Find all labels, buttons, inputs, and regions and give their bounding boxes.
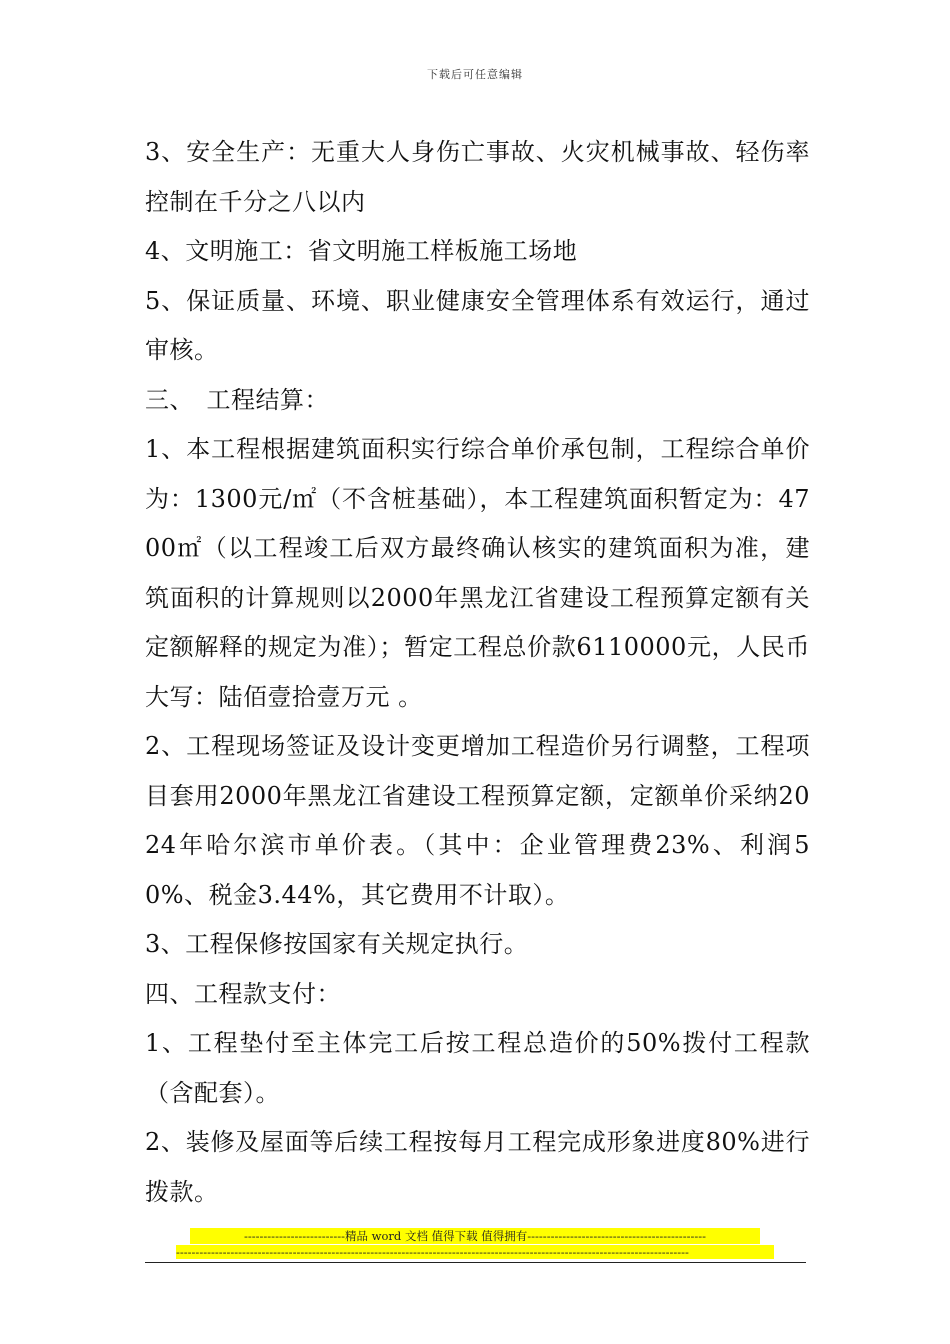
- paragraph-warranty: 3、工程保修按国家有关规定执行。: [145, 930, 529, 958]
- paragraph-safety: 3、安全生产：无重大人身伤亡事故、火灾机械事故、轻伤率控制在千分之八以内: [145, 138, 810, 216]
- section-heading-payment: 四、工程款支付：: [145, 979, 341, 1008]
- paragraph-civilized-construction: 4、文明施工：省文明施工样板施工场地: [145, 237, 578, 265]
- paragraph-payment-progress: 2、装修及屋面等后续工程按每月工程完成形象进度80%进行拨款。: [145, 1128, 810, 1206]
- document-body: [145, 128, 810, 1217]
- paragraph-payment-main: 1、工程垫付至主体完工后按工程总造价的50%拨付工程款（含配套）。: [145, 1029, 810, 1107]
- footer-dash-line: ------------------------------------------------------------------------------------------------------------------------------------: [176, 1245, 774, 1259]
- section-heading-settlement: 三、 工程结算：: [145, 385, 329, 414]
- paragraph-management-system: 5、保证质量、环境、职业健康安全管理体系有效运行，通过审核。: [145, 286, 810, 364]
- footer-watermark-line: --------------------------精品 word 文档 值得下载 值得拥有----------------------------------------------: [190, 1228, 760, 1244]
- footer-divider: [145, 1262, 806, 1263]
- paragraph-change-adjustment: 2、工程现场签证及设计变更增加工程造价另行调整，工程项目套用2000年黑龙江省建设工程预算定额，定额单价采纳2024年哈尔滨市单价表。（其中：企业管理费23%、利润50%、税金3.44%，其它费用不计取）。: [145, 732, 810, 909]
- page-header: 下载后可任意编辑: [427, 68, 523, 81]
- paragraph-unit-price: 1、本工程根据建筑面积实行综合单价承包制，工程综合单价为：1300元/㎡（不含桩基础），本工程建筑面积暂定为：4700㎡（以工程竣工后双方最终确认核实的建筑面积为准，建筑面积的计算规则以2000年黑龙江省建设工程预算定额有关定额解释的规定为准）；暂定工程总价款6110000元，人民币大写：陆佰壹拾壹万元 。: [145, 435, 810, 711]
